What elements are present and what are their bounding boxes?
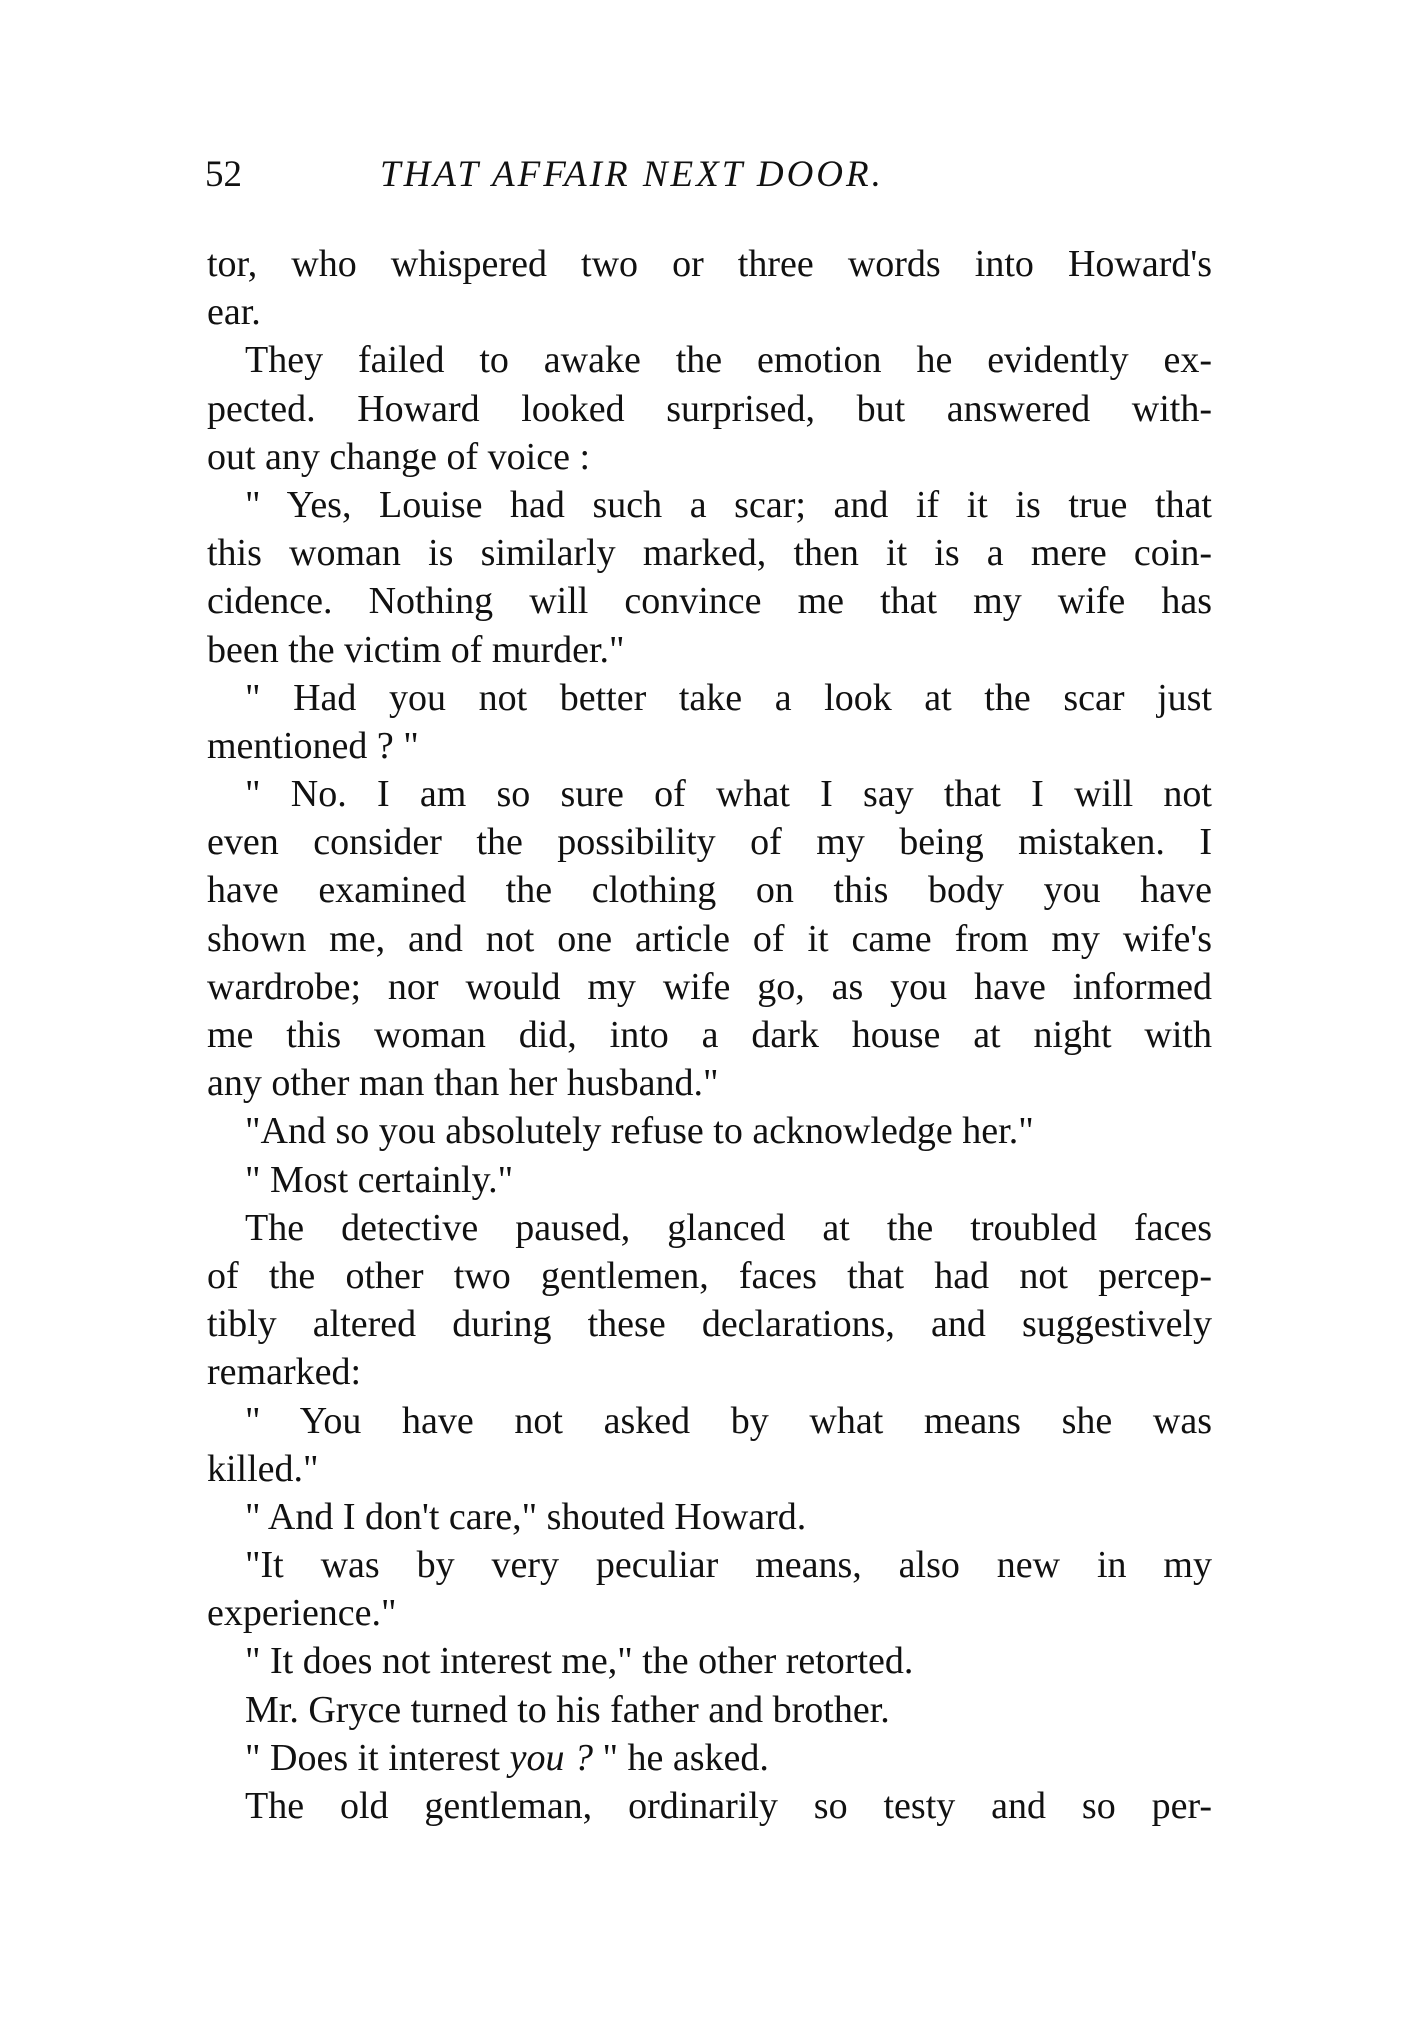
page-number: 52 <box>205 154 242 195</box>
text-line: Mr. Gryce turned to his father and brother. <box>245 1688 890 1731</box>
text-line: been the victim of murder." <box>207 628 625 671</box>
text-line: me this woman did, into a dark house at night with <box>207 1014 1212 1056</box>
text-line: shown me, and not one article of it came from my wife's <box>207 917 1212 960</box>
text-line: tibly altered during these declarations, and suggestively <box>207 1303 1212 1346</box>
text-line: " Had you not better take a look at the scar just <box>245 676 1212 719</box>
text-line: " No. I am so sure of what I say that I will not <box>245 773 1212 816</box>
text-line: " Yes, Louise had such a scar; and if it is true that <box>245 483 1212 526</box>
text-line: " You have not asked by what means she was <box>245 1399 1212 1442</box>
text-line: "It was by very peculiar means, also new in my <box>245 1544 1212 1587</box>
page-header <box>205 150 1205 200</box>
text-line: They failed to awake the emotion he evidently ex- <box>245 339 1212 382</box>
text-line: " And I don't care," shouted Howard. <box>245 1495 807 1538</box>
emphasis-text: you ? <box>509 1736 593 1779</box>
text-line: have examined the clothing on this body you have <box>207 869 1212 912</box>
text-line: tor, who whispered two or three words into Howard's <box>207 243 1212 285</box>
text-line: " Most certainly." <box>245 1158 514 1201</box>
text-fragment: " Does it interest <box>245 1736 510 1779</box>
text-line: "And so you absolutely refuse to acknowledge her." <box>245 1110 1034 1153</box>
text-line: The old gentleman, ordinarily so testy and so per- <box>245 1785 1212 1827</box>
text-line: even consider the possibility of my being mistaken. I <box>207 821 1212 864</box>
body-text <box>207 240 1212 1830</box>
text-line: pected. Howard looked surprised, but answered with- <box>207 387 1212 430</box>
text-line: remarked: <box>207 1351 362 1394</box>
text-line <box>207 1734 1212 1782</box>
text-line: The detective paused, glanced at the troubled faces <box>245 1206 1212 1249</box>
text-line: killed." <box>207 1447 319 1490</box>
text-line: ear. <box>207 291 261 334</box>
text-line: mentioned ? " <box>207 724 419 767</box>
text-fragment: " he asked. <box>592 1736 769 1779</box>
text-line: " It does not interest me," the other retorted. <box>245 1640 914 1683</box>
text-line: this woman is similarly marked, then it is a mere coin- <box>207 532 1212 575</box>
text-line: cidence. Nothing will convince me that my wife has <box>207 580 1212 623</box>
text-line: out any change of voice : <box>207 435 591 478</box>
text-line: of the other two gentlemen, faces that had not percep- <box>207 1254 1212 1297</box>
text-line: any other man than her husband." <box>207 1062 719 1105</box>
text-line: experience." <box>207 1592 397 1635</box>
running-title: THAT AFFAIR NEXT DOOR. <box>380 154 884 195</box>
text-line: wardrobe; nor would my wife go, as you have informed <box>207 965 1212 1008</box>
